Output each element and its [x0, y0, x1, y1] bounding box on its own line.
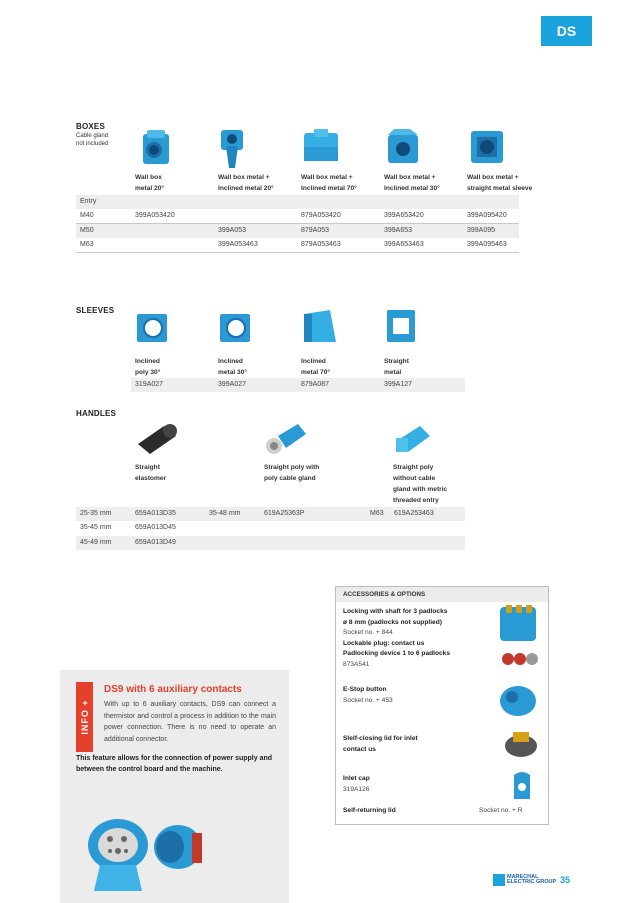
table-row [76, 238, 519, 253]
cap-accessory: Inlet cap 319A126 [343, 775, 370, 793]
sleeve-metal-70-image [300, 308, 340, 346]
sleeve-poly-30-image [135, 310, 171, 346]
sleeve-label-2: Inclined metal 30° [218, 358, 248, 376]
info-badge: INFO + [76, 682, 93, 752]
row-label: M63 [80, 241, 94, 248]
table-cell: 25-35 mm [80, 510, 112, 517]
self-returning-value: Socket no. + R [479, 807, 523, 814]
boxes-subtitle-2: not included [76, 141, 109, 147]
ds9-connector-image [80, 805, 210, 897]
table-cell: 399A053420 [135, 212, 175, 219]
entry-label: Entry [80, 198, 97, 205]
marechal-logo [493, 874, 556, 886]
handle-elastomer-image [134, 418, 182, 458]
page-number: 35 [560, 875, 571, 885]
accessories-title: ACCESSORIES & OPTIONS [336, 587, 548, 602]
boxes-header-4: Wall box metal + Inclined metal 30° [384, 174, 440, 192]
padlock-image [496, 603, 544, 673]
boxes-title: BOXES [76, 122, 106, 131]
table-cell: 619A253463 [394, 510, 434, 517]
inlet-cap-image [508, 769, 536, 809]
sleeve-straight-image [383, 308, 419, 346]
section-tab: DS [541, 16, 592, 46]
table-cell: 399A095463 [467, 241, 507, 248]
info-body: With up to 6 auxiliary contacts, DS9 can connect a thermistor and control a process in addition to the main power connection. There is no need to operate an additional connector. [104, 701, 276, 743]
table-row [76, 536, 465, 550]
wall-box-incl-20-image [217, 126, 249, 170]
table-cell: 399A127 [384, 381, 413, 388]
row-label: M50 [80, 227, 94, 234]
table-cell: 399A653420 [384, 212, 424, 219]
logo-mark-icon [493, 874, 505, 886]
table-cell: 659A013D45 [135, 524, 176, 531]
accessories-panel [335, 586, 549, 825]
wall-box-incl-70-image [300, 127, 344, 167]
table-row [76, 224, 519, 238]
sleeves-title: SLEEVES [76, 306, 115, 315]
handle-label-3: Straight poly without cable gland with metric threaded entry [393, 464, 448, 504]
table-cell: 659A013D35 [135, 510, 176, 517]
boxes-entry-row [76, 195, 519, 209]
handle-label-1: Straight elastomer [135, 464, 167, 482]
lock-accessory: Locking with shaft for 3 padlocks ø 8 mm (padlocks not supplied) Socket no. + 844 Lockable plug: contact us Padlocking device 1 to 6 padlocks 873A541 [343, 608, 451, 668]
self-returning-label: Self-returning lid [343, 807, 396, 814]
estop-image [496, 681, 544, 721]
boxes-header-3: Wall box metal + Inclined metal 70° [301, 174, 357, 192]
boxes-header-2: Wall box metal + Inclined metal 20° [218, 174, 274, 192]
table-row [76, 521, 465, 535]
table-cell: 399A027 [218, 381, 247, 388]
wall-box-incl-30-image [384, 127, 426, 167]
handle-poly-gland-image [262, 418, 310, 458]
boxes-header-5: Wall box metal + straight metal sleeve [467, 174, 533, 192]
handles-title: HANDLES [76, 409, 117, 418]
info-title: DS9 with 6 auxiliary contacts [104, 684, 242, 695]
table-row [76, 209, 519, 224]
table-cell: 399A653463 [384, 241, 424, 248]
self-closing-lid-image [501, 728, 541, 760]
handle-label-2: Straight poly with poly cable gland [264, 464, 320, 482]
table-cell: 619A25363P [264, 510, 305, 517]
table-cell: M63 [370, 510, 384, 517]
handle-metric-image [392, 418, 436, 458]
table-cell: 879A087 [301, 381, 330, 388]
table-cell: 879A053420 [301, 212, 341, 219]
sleeve-label-3: Inclined metal 70° [301, 358, 331, 376]
table-cell: 319A027 [135, 381, 164, 388]
boxes-subtitle-1: Cable gland [76, 133, 109, 139]
row-label: M40 [80, 212, 94, 219]
sleeve-label-1: Inclined poly 30° [135, 358, 161, 376]
info-bold-text: This feature allows for the connection of power supply and between the control board and the machine. [76, 755, 273, 773]
sleeves-code-row [131, 378, 465, 392]
estop-accessory: E-Stop button Socket no. + 453 [343, 686, 393, 704]
wall-box-20-image [137, 128, 177, 168]
table-cell: 399A053463 [218, 241, 258, 248]
lid-accessory: Slelf-closing lid for inlet contact us [343, 735, 418, 753]
logo-text: MARECHAL ELECTRIC GROUP [507, 873, 557, 885]
wall-box-straight-image [467, 127, 509, 167]
table-cell: 399A095 [467, 227, 496, 234]
table-row [76, 507, 465, 521]
table-cell: 879A053463 [301, 241, 341, 248]
sleeve-metal-30-image [218, 310, 254, 346]
sleeve-label-4: Straight metal [384, 358, 409, 376]
table-cell: 399A053 [218, 227, 247, 234]
table-cell: 35-45 mm [80, 524, 112, 531]
table-cell: 399A653 [384, 227, 413, 234]
table-cell: 35-48 mm [209, 510, 241, 517]
table-cell: 399A095420 [467, 212, 507, 219]
boxes-header-1: Wall box metal 20° [135, 174, 165, 192]
table-cell: 45-49 mm [80, 539, 112, 546]
table-cell: 659A013D49 [135, 539, 176, 546]
table-cell: 879A053 [301, 227, 330, 234]
